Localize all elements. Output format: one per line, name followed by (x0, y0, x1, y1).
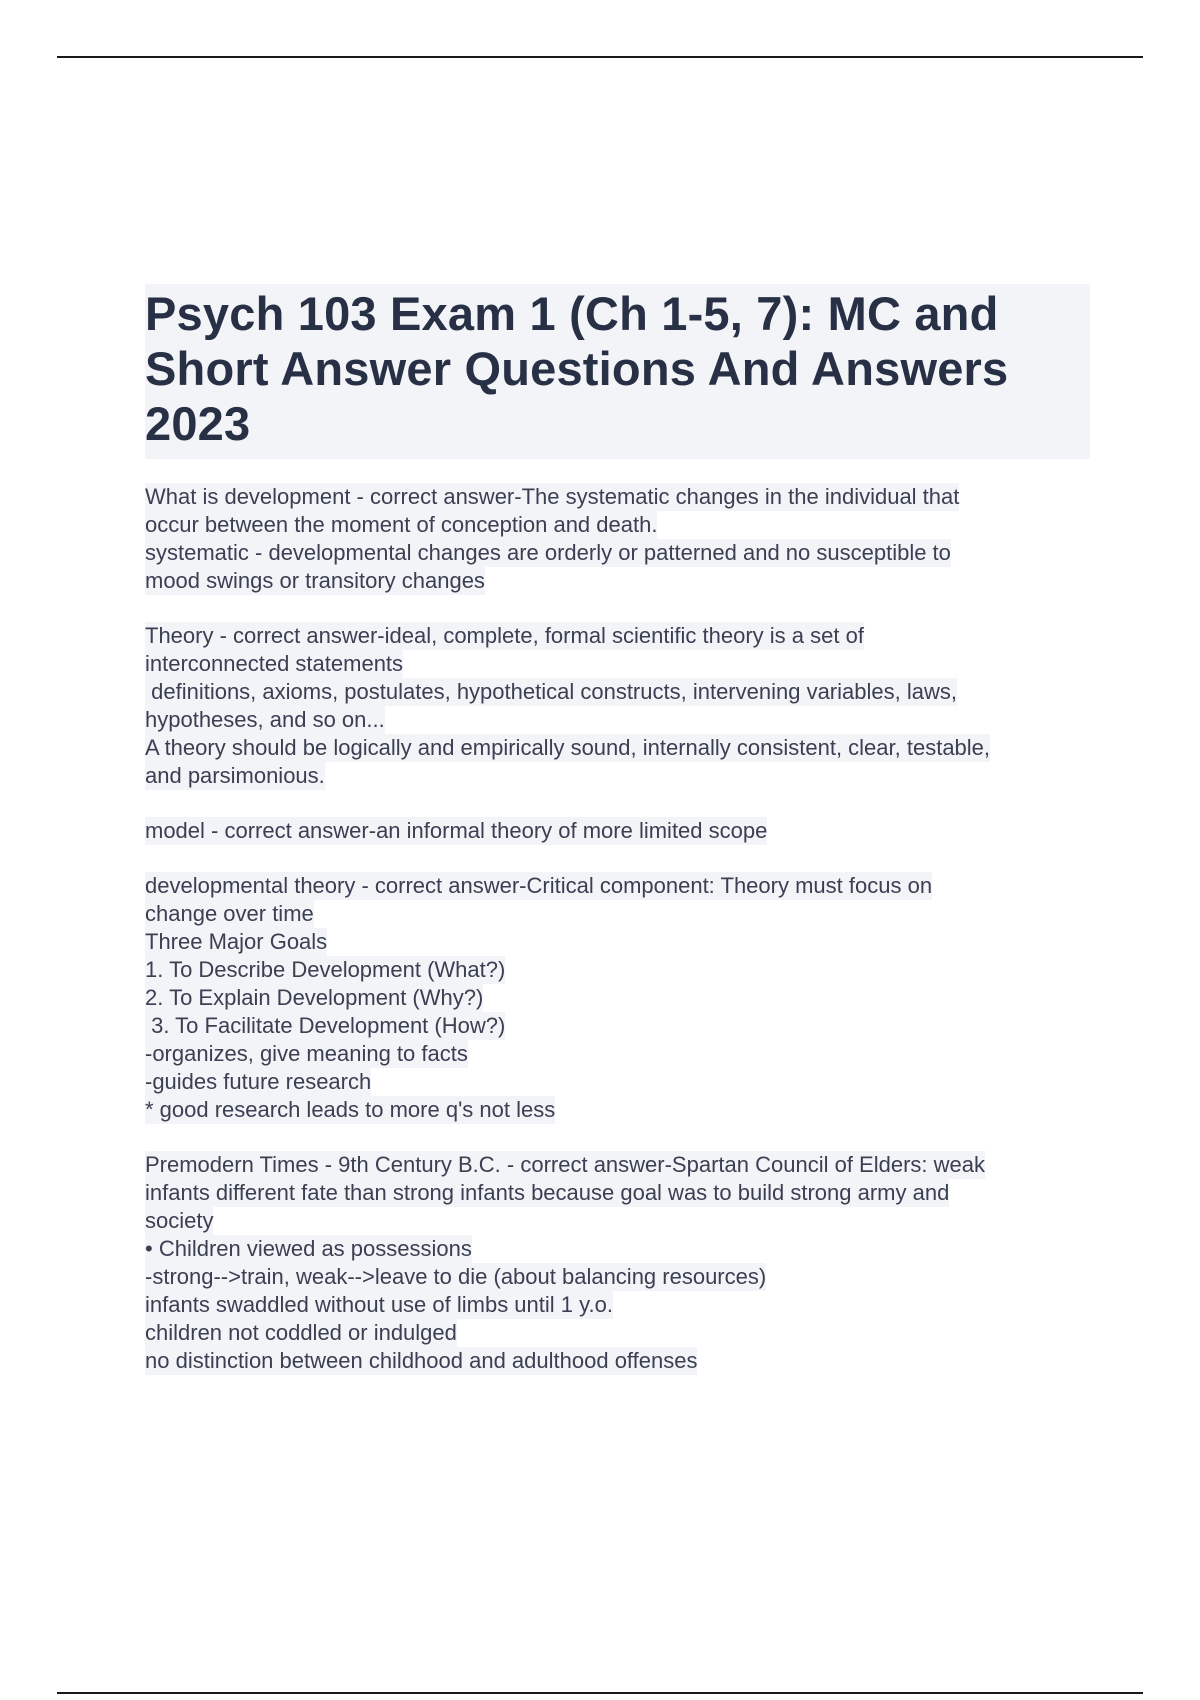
text-line: model - correct answer-an informal theory of more limited scope (145, 818, 768, 843)
qa-entry-theory (145, 622, 1090, 790)
text-line: 2. To Explain Development (Why?) (145, 985, 484, 1010)
document-body (145, 284, 1090, 1402)
text-line: interconnected statements (145, 651, 404, 676)
text-line: mood swings or transitory changes (145, 568, 485, 593)
text-line: -organizes, give meaning to facts (145, 1041, 468, 1066)
text-line: A theory should be logically and empirically sound, internally consistent, clear, testable, (145, 735, 991, 760)
text-line: Theory - correct answer-ideal, complete, formal scientific theory is a set of (145, 623, 864, 648)
text-line: hypotheses, and so on... (145, 707, 385, 732)
text-line: change over time (145, 901, 314, 926)
qa-entry-development (145, 483, 1090, 595)
text-line: 1. To Describe Development (What?) (145, 957, 506, 982)
qa-entry-model (145, 817, 1090, 845)
text-line: occur between the moment of conception and death. (145, 512, 658, 537)
qa-entry-developmental-theory (145, 872, 1090, 1124)
text-line: Three Major Goals (145, 929, 328, 954)
text-line: no distinction between childhood and adulthood offenses (145, 1348, 698, 1373)
text-line: children not coddled or indulged (145, 1320, 457, 1345)
text-line: society (145, 1208, 214, 1233)
qa-entry-premodern-times (145, 1151, 1090, 1375)
text-line: systematic - developmental changes are orderly or patterned and no susceptible to (145, 540, 951, 565)
text-line: infants swaddled without use of limbs until 1 y.o. (145, 1292, 613, 1317)
text-line: developmental theory - correct answer-Critical component: Theory must focus on (145, 873, 933, 898)
header-rule (57, 56, 1143, 58)
text-line: What is development - correct answer-The systematic changes in the individual that (145, 484, 960, 509)
document-title: Psych 103 Exam 1 (Ch 1-5, 7): MC and Short Answer Questions And Answers 2023 (145, 287, 1009, 450)
text-line: -strong-->train, weak-->leave to die (about balancing resources) (145, 1264, 767, 1289)
text-line: and parsimonious. (145, 763, 325, 788)
title-block (145, 284, 1090, 459)
text-line: * good research leads to more q's not less (145, 1097, 556, 1122)
text-line: definitions, axioms, postulates, hypothetical constructs, intervening variables, laws, (145, 679, 957, 704)
qa-list (145, 483, 1090, 1375)
text-line: Premodern Times - 9th Century B.C. - correct answer-Spartan Council of Elders: weak (145, 1152, 985, 1177)
footer-rule (57, 1692, 1143, 1694)
text-line: • Children viewed as possessions (145, 1236, 472, 1261)
text-line: infants different fate than strong infants because goal was to build strong army and (145, 1180, 950, 1205)
text-line: 3. To Facilitate Development (How?) (145, 1013, 506, 1038)
text-line: -guides future research (145, 1069, 372, 1094)
